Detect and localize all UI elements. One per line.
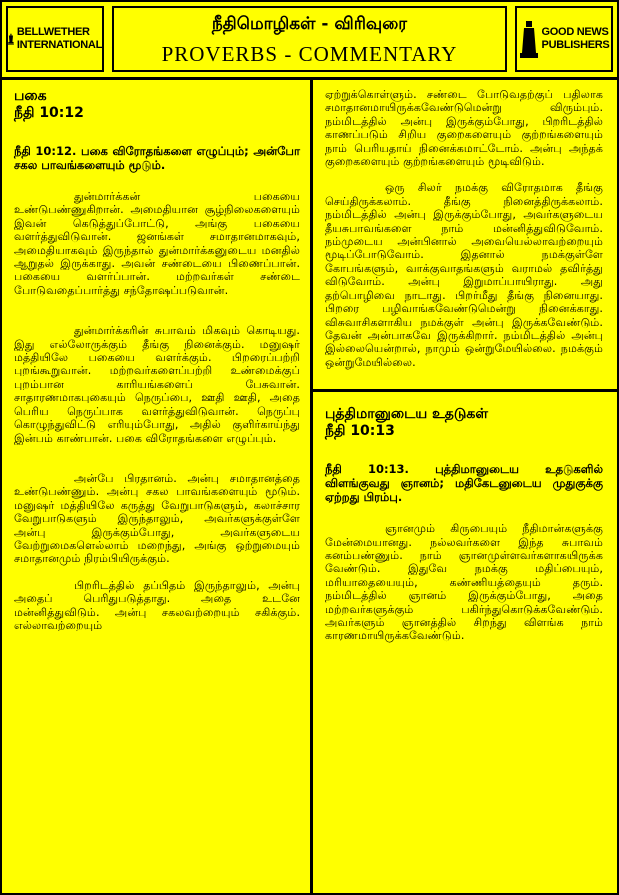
header	[2, 2, 617, 80]
paragraph: அன்பே பிரதானம். அன்பு சமாதானத்தை உண்டுபண்ணும். அன்பு சகல பாவங்களையும் மூடும். மனுஷர் மத்தியிலே கருத்து வேறுபாடுகளும், கலாச்சார வேறுபாடுகளும் இருந்தாலும், அவர்களுக்குள்ளே அன்பு இருக்கும்போது, அவர்களுடைய வேற்றுமைகளெல்லாம் மறைந்து, அங்கு ஒற்றுமையும் சமாதானமும் நிரம்பியிருக்கும்.	[14, 471, 300, 566]
logo-left-line2: INTERNATIONAL	[16, 39, 102, 51]
paragraph: ஒரு சிலர் நமக்கு விரோதமாக தீங்கு செய்திருக்கலாம். தீங்கு நினைத்திருக்கலாம். நம்மிடத்தில் அன்பு இருக்கும்போது, அவர்களுடைய தீயசுபாவங்களை நாம் மன்னித்துவிடுவோம். நம்முடைய அன்பினால் அவையெல்லாவற்றையும் மூடிப்போடுவோம். இதனால் நமக்குள்ளே கோபங்களும், வாக்குவாதங்களும் வராமல் தவிர்த்து விடுவோம். அன்பு இறுமாப்பாயிராது. அது தற்பொழிவை நாடாது. பிறர்மீது தீங்கு நினையாது. பிறரை பழிவாங்கவேண்டுமென்று நினைக்காது. விசுவாசிகளாகிய நமக்குள் அன்பு இருக்கவேண்டும். தேவன் அன்பாகவே இருக்கிறார். நம்மிடத்தில் அன்பு இல்லையென்றால், நாமும் ஒன்றுமேயில்லை. நமக்கும் ஒன்றுமேயில்லை.	[325, 181, 603, 369]
section-title-hatred: பகை	[14, 88, 47, 104]
paragraph: ஏற்றுக்கொள்ளும். சண்டை போடுவதற்குப் பதிலாக சமாதானமாயிருக்கவேண்டுமென்று விரும்பும். நம்மிடத்தில் அன்பு இருக்கும்போது, பிறரிடத்தில் காணப்படும் சிறிய குறைகளையும் குற்றங்களையும் நாம் பெரியதாய் நினைக்கமாட்டோம். அன்பு அந்தக் குறைகளையும் குற்றங்களையும் மூடிவிடும்.	[325, 88, 603, 169]
good-news-logo	[515, 6, 613, 72]
logo-left-line1: BELLWETHER	[16, 26, 90, 38]
paragraph: துன்மார்க்கன் பகையை உண்டுபண்ணுகிறான். அமைதியான சூழ்நிலைகளையும் இவன் கெடுத்துப்போட்டு, அங்கு பகையை வளர்த்துவிடுவான். ஜனங்கள் சமாதானமாகவும், அமைதியாகவும் இருந்தால் துன்மார்க்கனுடைய மனதில் ஆறுதல் இருக்காது. அவன் சண்டையை பிணைப்பான். பகையை வளர்ப்பான். மற்றவர்கள் சண்டை போடுவதைப்பார்த்து சந்தோஷப்படுவான்.	[14, 190, 300, 297]
paragraph: பிறரிடத்தில் தப்பிதம் இருந்தாலும், அன்பு அதைப் பெரிதுபடுத்தாது. அதை உடனே மன்னித்துவிடும். அன்பு சகலவற்றையும் சகிக்கும். எல்லாவற்றையும்	[14, 578, 300, 632]
title-box	[112, 6, 507, 72]
verse-ref-10-12: நீதி 10:12	[14, 105, 84, 121]
bellwether-logo	[6, 6, 104, 72]
verse-text-10-13: நீதி 10:13. புத்திமானுடைய உதடுகளில் விளங்குவது ஞானம்; மதிகேடனுடைய முதுகுக்கு ஏற்றது பிரம்பு.	[325, 462, 603, 505]
left-column	[2, 80, 313, 893]
paragraph: ஞானமும் கிருபையும் நீதிமான்களுக்கு மேன்மையானது. நல்லவர்களை இந்த சுபாவம் கனம்பண்ணும். நாம் ஞானமுள்ளவர்களாகயிருக்க வேண்டும். இதுவே நமக்கு மதிப்பையும், மரியாதையையும், கண்ணியத்தையும் தரும். நம்மிடத்தில் ஞானம் இருக்கும்போது, அதை மற்றவர்களுக்கும் பகிர்ந்துகொடுக்கவேண்டும். அவர்களும் ஞானத்தில் சிறந்து விளங்க நாம் காரணமாயிருக்கவேண்டும்.	[325, 522, 603, 643]
paragraph: துன்மார்க்கரின் சுபாவம் மிகவும் கொடியது. இது எல்லோருக்கும் தீங்கு நினைக்கும். மனுஷர் மத்தியிலே பகையை வளர்க்கும். பிறரைப்பற்றி புறங்கூறுவான். மற்றவர்களைப்பற்றி உண்மைக்குப் புறம்பான காரியங்களைப் பேசுவான். சாதாரணமாகபுகையும் நெருப்பை, ஊதி ஊதி, அதை பெரிய நெருப்பாக வளர்த்துவிடுவான். நெருப்பு கொழுந்துவிட்டு எரியும்போது, அதில் குளிர்காய்ந்து இன்பம் காண்பான். பகை விரோதங்களை எழுப்பும்.	[14, 324, 300, 445]
title-tamil: நீதிமொழிகள் - விரிவுரை	[211, 14, 408, 34]
lighthouse-icon	[519, 19, 539, 59]
section-divider	[313, 389, 617, 392]
logo-right-line1: GOOD NEWS	[541, 26, 609, 38]
title-english: PROVERBS - COMMENTARY	[161, 42, 458, 66]
verse-text-10-12: நீதி 10:12. பகை விரோதங்களை எழுப்பும்; அன்போ சகல பாவங்களையும் மூடும்.	[14, 144, 300, 172]
bell-tower-icon	[8, 19, 14, 59]
logo-right-line2: PUBLISHERS	[541, 39, 610, 51]
verse-ref-10-13: நீதி 10:13	[325, 423, 395, 440]
right-column	[313, 80, 617, 893]
section-title-wise-lips: புத்திமானுடைய உதடுகள்	[325, 406, 489, 423]
